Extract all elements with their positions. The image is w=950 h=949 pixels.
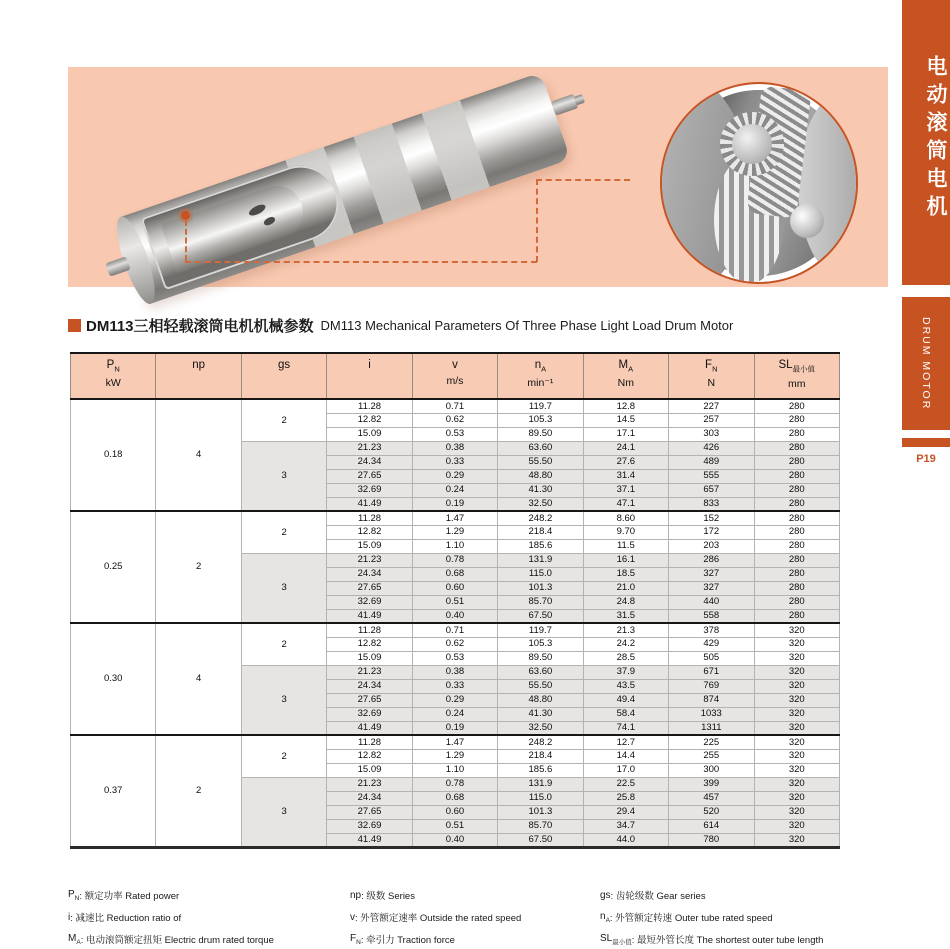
table-cell: 2 — [241, 735, 326, 777]
table-cell: 280 — [754, 469, 840, 483]
table-cell: 0.68 — [412, 567, 497, 581]
table-cell: 0.30 — [71, 623, 156, 735]
table-cell: 21.23 — [327, 553, 412, 567]
table-cell: 1033 — [669, 707, 754, 721]
table-cell: 27.65 — [327, 469, 412, 483]
sidebar-tab-english-label: DRUM MOTOR — [920, 316, 932, 411]
column-header: $SL_{最小值}$ mm — [754, 353, 840, 399]
callout-dashed-line — [185, 261, 537, 263]
table-cell: 14.4 — [583, 749, 668, 763]
table-cell: 280 — [754, 567, 840, 581]
drum-motor-photo — [115, 72, 570, 305]
table-cell: 0.40 — [412, 609, 497, 623]
motor-rotor — [161, 179, 309, 273]
table-cell: 41.30 — [498, 483, 583, 497]
table-cell: 31.4 — [583, 469, 668, 483]
table-cell: 225 — [669, 735, 754, 749]
column-header: v m/s — [412, 353, 497, 399]
table-cell: 21.23 — [327, 441, 412, 455]
table-cell: 218.4 — [498, 525, 583, 539]
footnote-line: gs : 齿轮级数 Gear series — [600, 889, 706, 902]
table-cell: 280 — [754, 553, 840, 567]
table-cell: 440 — [669, 595, 754, 609]
table-cell: 203 — [669, 539, 754, 553]
table-cell: 12.82 — [327, 413, 412, 427]
table-cell: 21.23 — [327, 777, 412, 791]
table-cell: 280 — [754, 399, 840, 413]
column-header: $F_N$ N — [669, 353, 754, 399]
table-cell: 11.28 — [327, 623, 412, 637]
column-header: $P_N$ kW — [71, 353, 156, 399]
table-cell: 0.38 — [412, 665, 497, 679]
table-cell: 25.8 — [583, 791, 668, 805]
table-cell: 769 — [669, 679, 754, 693]
table-cell: 520 — [669, 805, 754, 819]
table-cell: 320 — [754, 693, 840, 707]
table-cell: 32.69 — [327, 819, 412, 833]
table-cell: 14.5 — [583, 413, 668, 427]
table-cell: 185.6 — [498, 763, 583, 777]
table-cell: 280 — [754, 483, 840, 497]
table-cell: 1.29 — [412, 525, 497, 539]
table-cell: 15.09 — [327, 651, 412, 665]
table-cell: 320 — [754, 623, 840, 637]
table-cell: 505 — [669, 651, 754, 665]
table-cell: 320 — [754, 665, 840, 679]
table-cell: 303 — [669, 427, 754, 441]
table-cell: 9.70 — [583, 525, 668, 539]
table-cell: 41.49 — [327, 833, 412, 847]
table-cell: 0.18 — [71, 399, 156, 511]
table-cell: 833 — [669, 497, 754, 511]
table-cell: 0.24 — [412, 483, 497, 497]
table-cell: 0.33 — [412, 455, 497, 469]
table-cell: 4 — [156, 623, 241, 735]
table-cell: 320 — [754, 777, 840, 791]
table-cell: 0.78 — [412, 777, 497, 791]
table-cell: 280 — [754, 595, 840, 609]
table-cell: 85.70 — [498, 819, 583, 833]
table-row — [71, 399, 840, 413]
rotor-slot — [262, 215, 276, 227]
table-cell: 320 — [754, 679, 840, 693]
table-header — [71, 353, 840, 399]
table-cell: 300 — [669, 763, 754, 777]
table-cell: 0.60 — [412, 581, 497, 595]
table-cell: 399 — [669, 777, 754, 791]
table-cell: 17.1 — [583, 427, 668, 441]
table-cell: 89.50 — [498, 427, 583, 441]
table-cell: 3 — [241, 441, 326, 511]
table-cell: 67.50 — [498, 609, 583, 623]
table-cell: 3 — [241, 665, 326, 735]
table-cell: 11.28 — [327, 399, 412, 413]
table-cell: 3 — [241, 777, 326, 847]
table-cell: 0.29 — [412, 693, 497, 707]
shaft-pin — [790, 204, 824, 238]
table-cell: 2 — [156, 735, 241, 847]
table-cell: 32.69 — [327, 595, 412, 609]
table-cell: 280 — [754, 455, 840, 469]
table-cell: 11.28 — [327, 735, 412, 749]
table-cell: 105.3 — [498, 637, 583, 651]
table-cell: 32.69 — [327, 483, 412, 497]
table-cell: 248.2 — [498, 735, 583, 749]
table-cell: 63.60 — [498, 665, 583, 679]
page-number: P19 — [916, 453, 936, 465]
table-cell: 15.09 — [327, 763, 412, 777]
table-cell: 32.69 — [327, 707, 412, 721]
table-cell: 0.38 — [412, 441, 497, 455]
table-cell: 0.33 — [412, 679, 497, 693]
table-cell: 85.70 — [498, 595, 583, 609]
table-cell: 21.0 — [583, 581, 668, 595]
table-cell: 27.6 — [583, 455, 668, 469]
table-cell: 43.5 — [583, 679, 668, 693]
footnote-line: $n_A$ : 外管额定转速 Outer tube rated speed — [600, 910, 773, 924]
table-cell: 280 — [754, 609, 840, 623]
motor-cutaway — [141, 156, 349, 290]
table-cell: 280 — [754, 511, 840, 525]
callout-dashed-line — [536, 179, 538, 262]
table-cell: 131.9 — [498, 553, 583, 567]
table-cell: 8.60 — [583, 511, 668, 525]
table-cell: 0.71 — [412, 399, 497, 413]
title-square-bullet-icon — [68, 319, 81, 332]
table-cell: 12.82 — [327, 749, 412, 763]
table-cell: 34.7 — [583, 819, 668, 833]
gear-detail-lens — [660, 82, 858, 284]
table-cell: 32.50 — [498, 497, 583, 511]
footnote-line: v : 外管额定速率 Outside the rated speed — [350, 911, 522, 924]
table-cell: 31.5 — [583, 609, 668, 623]
table-cell: 1.10 — [412, 539, 497, 553]
table-cell: 49.4 — [583, 693, 668, 707]
table-cell: 2 — [241, 399, 326, 441]
mechanical-parameters-table — [70, 352, 840, 849]
table-cell: 280 — [754, 427, 840, 441]
table-cell: 22.5 — [583, 777, 668, 791]
table-cell: 0.71 — [412, 623, 497, 637]
pinion-gear — [720, 112, 784, 176]
table-cell: 11.5 — [583, 539, 668, 553]
table-cell: 41.30 — [498, 707, 583, 721]
table-cell: 0.68 — [412, 791, 497, 805]
table-cell: 4 — [156, 399, 241, 511]
table-cell: 32.50 — [498, 721, 583, 735]
table-cell: 48.80 — [498, 469, 583, 483]
table-cell: 15.09 — [327, 539, 412, 553]
table-cell: 115.0 — [498, 567, 583, 581]
footnotes-column-3 — [600, 884, 823, 949]
table-cell: 24.2 — [583, 637, 668, 651]
column-header: gs — [241, 353, 326, 399]
table-cell: 320 — [754, 651, 840, 665]
table-row — [71, 511, 840, 525]
table-cell: 12.82 — [327, 525, 412, 539]
table-cell: 257 — [669, 413, 754, 427]
table-cell: 12.8 — [583, 399, 668, 413]
table-cell: 378 — [669, 623, 754, 637]
table-cell: 28.5 — [583, 651, 668, 665]
sidebar-tab-chinese — [902, 0, 950, 285]
table-cell: 320 — [754, 791, 840, 805]
table-cell: 671 — [669, 665, 754, 679]
table-cell: 27.65 — [327, 805, 412, 819]
motor-shaft-right — [551, 94, 579, 116]
table-cell: 0.62 — [412, 413, 497, 427]
table-cell: 0.53 — [412, 651, 497, 665]
product-image-panel — [68, 67, 888, 287]
table-cell: 3 — [241, 553, 326, 623]
table-cell: 280 — [754, 441, 840, 455]
table-cell: 101.3 — [498, 581, 583, 595]
table-cell: 24.34 — [327, 791, 412, 805]
table-cell: 115.0 — [498, 791, 583, 805]
table-cell: 320 — [754, 707, 840, 721]
table-cell: 24.34 — [327, 455, 412, 469]
section-title-en: DM113 Mechanical Parameters Of Three Phase Light Load Drum Motor — [320, 318, 734, 333]
table-cell: 55.50 — [498, 455, 583, 469]
table-cell: 172 — [669, 525, 754, 539]
table-cell: 2 — [241, 623, 326, 665]
callout-marker-dot — [181, 211, 190, 220]
table-cell: 0.19 — [412, 497, 497, 511]
table-cell: 11.28 — [327, 511, 412, 525]
column-header: $n_A$ min⁻¹ — [498, 353, 583, 399]
table-cell: 27.65 — [327, 693, 412, 707]
table-cell: 55.50 — [498, 679, 583, 693]
table-cell: 0.62 — [412, 637, 497, 651]
table-cell: 0.53 — [412, 427, 497, 441]
table-cell: 18.5 — [583, 567, 668, 581]
table-cell: 17.0 — [583, 763, 668, 777]
rotor-slot — [247, 202, 267, 217]
table-cell: 0.37 — [71, 735, 156, 847]
table-cell: 89.50 — [498, 651, 583, 665]
table-cell: 24.34 — [327, 567, 412, 581]
section-title — [68, 315, 733, 336]
section-title-zh: DM113三相轻载滚筒电机机械参数 — [86, 318, 314, 335]
table-cell: 1311 — [669, 721, 754, 735]
table-cell: 320 — [754, 819, 840, 833]
table-cell: 41.49 — [327, 497, 412, 511]
table-cell: 48.80 — [498, 693, 583, 707]
table-cell: 0.60 — [412, 805, 497, 819]
table-cell: 320 — [754, 763, 840, 777]
table-cell: 0.51 — [412, 595, 497, 609]
footnote-line: $M_A$ : 电动滚筒额定扭矩 Electric drum rated torque — [68, 932, 274, 946]
table-cell: 44.0 — [583, 833, 668, 847]
table-cell: 37.9 — [583, 665, 668, 679]
table-cell: 426 — [669, 441, 754, 455]
table-row — [71, 623, 840, 637]
table-cell: 320 — [754, 735, 840, 749]
footnote-line: $F_N$ : 牵引力 Traction force — [350, 932, 455, 946]
table-cell: 21.23 — [327, 665, 412, 679]
table-cell: 119.7 — [498, 399, 583, 413]
table-cell: 185.6 — [498, 539, 583, 553]
callout-dashed-line — [536, 179, 630, 181]
table-cell: 227 — [669, 399, 754, 413]
footnotes-column-2 — [350, 884, 521, 949]
table-cell: 320 — [754, 833, 840, 847]
motor-shaft-left — [105, 256, 130, 276]
table-cell: 12.7 — [583, 735, 668, 749]
sidebar-tab-english — [902, 297, 950, 430]
table-cell: 16.1 — [583, 553, 668, 567]
table-cell: 63.60 — [498, 441, 583, 455]
table-cell: 0.40 — [412, 833, 497, 847]
column-header: i — [327, 353, 412, 399]
table-cell: 41.49 — [327, 609, 412, 623]
table-cell: 0.25 — [71, 511, 156, 623]
table-cell: 29.4 — [583, 805, 668, 819]
table-cell: 320 — [754, 721, 840, 735]
table-cell: 280 — [754, 413, 840, 427]
footnote-line: $SL_{最小值}$ : 最短外管长度 The shortest outer tube length — [600, 932, 824, 946]
table-cell: 780 — [669, 833, 754, 847]
table-cell: 1.47 — [412, 735, 497, 749]
table-cell: 429 — [669, 637, 754, 651]
table-cell: 555 — [669, 469, 754, 483]
table-cell: 320 — [754, 805, 840, 819]
table-cell: 58.4 — [583, 707, 668, 721]
table-cell: 21.3 — [583, 623, 668, 637]
table-cell: 101.3 — [498, 805, 583, 819]
column-header: np — [156, 353, 241, 399]
table-cell: 255 — [669, 749, 754, 763]
table-cell: 105.3 — [498, 413, 583, 427]
table-cell: 152 — [669, 511, 754, 525]
table-cell: 12.82 — [327, 637, 412, 651]
footnote-line: i : 减速比 Reduction ratio of — [68, 911, 182, 924]
table-cell: 131.9 — [498, 777, 583, 791]
table-cell: 320 — [754, 749, 840, 763]
table-cell: 1.10 — [412, 763, 497, 777]
table-cell: 0.24 — [412, 707, 497, 721]
table-cell: 558 — [669, 609, 754, 623]
table-cell: 280 — [754, 581, 840, 595]
sidebar-tab-chinese-label: 电动滚筒电机 — [924, 55, 947, 223]
table-cell: 24.1 — [583, 441, 668, 455]
table-cell: 41.49 — [327, 721, 412, 735]
table-cell: 614 — [669, 819, 754, 833]
table-row — [71, 735, 840, 749]
table-cell: 24.8 — [583, 595, 668, 609]
table-cell: 1.29 — [412, 749, 497, 763]
table-cell: 457 — [669, 791, 754, 805]
table-cell: 74.1 — [583, 721, 668, 735]
table-cell: 24.34 — [327, 679, 412, 693]
table-cell: 47.1 — [583, 497, 668, 511]
table-cell: 37.1 — [583, 483, 668, 497]
table-cell: 0.19 — [412, 721, 497, 735]
column-header: $M_A$ Nm — [583, 353, 668, 399]
table-cell: 2 — [241, 511, 326, 553]
table-cell: 0.51 — [412, 819, 497, 833]
footnote-line: np : 级数 Series — [350, 889, 415, 902]
table-cell: 280 — [754, 539, 840, 553]
footnotes-column-1 — [68, 884, 274, 949]
table-cell: 0.78 — [412, 553, 497, 567]
table-cell: 874 — [669, 693, 754, 707]
table-cell: 119.7 — [498, 623, 583, 637]
table-cell: 15.09 — [327, 427, 412, 441]
table-cell: 280 — [754, 497, 840, 511]
table-cell: 67.50 — [498, 833, 583, 847]
table-cell: 327 — [669, 581, 754, 595]
table-cell: 27.65 — [327, 581, 412, 595]
callout-dashed-line — [185, 220, 187, 261]
table-cell: 280 — [754, 525, 840, 539]
table-cell: 248.2 — [498, 511, 583, 525]
sidebar-accent-strip — [902, 438, 950, 447]
table-cell: 327 — [669, 567, 754, 581]
footnote-line: $P_N$ : 额定功率 Rated power — [68, 888, 180, 902]
table-cell: 286 — [669, 553, 754, 567]
table-cell: 320 — [754, 637, 840, 651]
table-cell: 0.29 — [412, 469, 497, 483]
table-cell: 2 — [156, 511, 241, 623]
table-cell: 657 — [669, 483, 754, 497]
table-cell: 218.4 — [498, 749, 583, 763]
table-cell: 489 — [669, 455, 754, 469]
table-cell: 1.47 — [412, 511, 497, 525]
